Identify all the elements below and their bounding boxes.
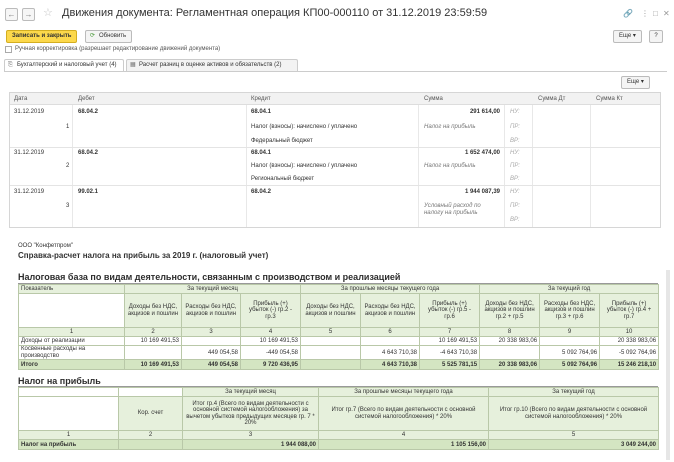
row-debit: 68.04.2: [78, 109, 99, 115]
menu-icon[interactable]: ⋮: [641, 9, 649, 18]
total-value: 9 720 436,95: [241, 360, 301, 370]
panel-more-button[interactable]: Еще ▾: [621, 76, 650, 89]
total-value: 10 169 491,53: [125, 360, 182, 370]
section-income-tax-title: Налог на прибыль: [18, 376, 101, 386]
row-debit: 99.02.1: [78, 189, 99, 195]
column-number: 4: [241, 328, 301, 337]
column-number: 7: [420, 328, 480, 337]
header-current-year: За текущий год: [489, 388, 659, 397]
header-year-tax: Итог гр.10 (Всего по видам деятельности с основной системой налогообложения) * 20%: [489, 397, 659, 431]
total-row: [19, 440, 659, 450]
row-credit: 68.04.2: [251, 189, 272, 195]
favorite-star-icon[interactable]: ☆: [43, 7, 53, 19]
header-amount-dt: Сумма Дт: [538, 96, 566, 102]
header-empty: [19, 388, 119, 397]
income-tax-table: [18, 387, 659, 450]
cell-value: 20 338 983,06: [600, 337, 659, 346]
total-value: [301, 360, 361, 370]
total-value: 5 525 781,15: [420, 360, 480, 370]
tab-accounting[interactable]: [4, 59, 124, 71]
table-icon: ▦: [130, 62, 136, 68]
header-amount: Сумма: [424, 96, 443, 102]
row-number: 1: [66, 124, 70, 130]
total-value: 15 246 218,10: [600, 360, 659, 370]
column-number: 4: [319, 431, 489, 440]
header-profit: Прибыль (+) убыток (-) гр.2 - гр.3: [241, 294, 301, 328]
total-label: Налог на прибыль: [19, 440, 119, 450]
column-number: 1: [19, 431, 119, 440]
cell-value: 449 054,58: [182, 346, 241, 360]
row-credit: 68.04.1: [251, 109, 272, 115]
row-amount: 1 652 474,00: [464, 150, 500, 156]
total-value: 5 092 764,96: [540, 360, 600, 370]
header-profit: Прибыль (+) убыток (-) гр.4 + гр.7: [600, 294, 659, 328]
header-current-month: За текущий месяц: [125, 285, 301, 294]
header-credit: Кредит: [251, 96, 271, 102]
more-button[interactable]: Еще ▾: [613, 30, 642, 43]
row-vr: ВР:: [510, 217, 520, 223]
row-credit: 68.04.1: [251, 150, 272, 156]
row-credit-subconto: Налог (взносы): начислено / уплачено: [251, 124, 358, 130]
total-value: 1 944 088,00: [183, 440, 319, 450]
header-empty: [19, 397, 119, 431]
row-amount: 1 944 087,39: [464, 189, 500, 195]
report-title: Справка-расчет налога на прибыль за 2019 г. (налоговый учет): [18, 251, 269, 260]
cell-value: [301, 346, 361, 360]
column-number: 3: [183, 431, 319, 440]
cell-value: -449 054,58: [241, 346, 301, 360]
column-divider: [418, 105, 419, 228]
tax-base-table: [18, 284, 659, 370]
save-close-button[interactable]: Записать и закрыть: [6, 30, 77, 43]
cell-value: [301, 337, 361, 346]
header-expenses: Расходы без НДС, акцизов и пошлин гр.3 + гр.6: [540, 294, 600, 328]
row-nu: НУ:: [510, 189, 520, 195]
row-date: 31.12.2019: [14, 109, 45, 115]
row-divider: [10, 147, 660, 148]
tab-differences-label: Расчет разниц в оценке активов и обязательств (2): [139, 62, 282, 68]
header-empty: [19, 294, 125, 328]
cell-value: 10 169 491,53: [420, 337, 480, 346]
refresh-label: Обновить: [99, 33, 127, 39]
forward-button[interactable]: →: [22, 8, 35, 21]
header-current-year: За текущий год: [480, 285, 659, 294]
column-divider: [72, 105, 73, 228]
row-content: Условный расход по налогу на прибыль: [424, 203, 481, 216]
header-income: Доходы без НДС, акцизов и пошлин: [125, 294, 182, 328]
header-current-month: За текущий месяц: [183, 388, 319, 397]
cell-value: -4 643 710,38: [420, 346, 480, 360]
header-profit: Прибыль (+) убыток (-) гр.5 - гр.6: [420, 294, 480, 328]
column-number: 3: [182, 328, 241, 337]
help-button[interactable]: ?: [649, 30, 663, 43]
row-date: 31.12.2019: [14, 150, 45, 156]
table-row: [19, 346, 659, 360]
cell-value: 5 092 764,96: [540, 346, 600, 360]
cell-value: [540, 337, 600, 346]
cell-value: 10 169 491,53: [241, 337, 301, 346]
header-expenses: Расходы без НДС, акцизов и пошлин: [361, 294, 420, 328]
section-tax-base-title: Налоговая база по видам деятельности, связанным с производством и реализацией: [18, 272, 401, 282]
link-icon[interactable]: 🔗: [623, 9, 633, 18]
report-scrollbar[interactable]: [666, 270, 670, 460]
refresh-button[interactable]: [85, 30, 132, 43]
back-button[interactable]: ←: [5, 8, 18, 21]
tab-accounting-label: Бухгалтерский и налоговый учет (4): [17, 62, 117, 68]
header-income: Доходы без НДС, акцизов и пошлин гр.2 + гр.5: [480, 294, 540, 328]
maximize-icon[interactable]: □: [653, 9, 658, 18]
ledger-icon: ⎘: [8, 62, 13, 68]
column-number: 10: [600, 328, 659, 337]
header-income: Доходы без НДС, акцизов и пошлин: [301, 294, 361, 328]
row-amount: 291 614,00: [469, 109, 500, 115]
row-divider: [10, 185, 660, 186]
row-pr: ПР:: [510, 203, 520, 209]
total-value: 3 049 244,00: [489, 440, 659, 450]
cell-value: 20 338 983,06: [480, 337, 540, 346]
header-debit: Дебет: [78, 96, 95, 102]
row-vr: ВР:: [510, 176, 520, 182]
row-date: 31.12.2019: [14, 189, 45, 195]
total-value: [119, 440, 183, 450]
header-empty: [119, 388, 183, 397]
cell-value: 10 169 491,53: [125, 337, 182, 346]
header-month-tax: Итог гр.4 (Всего по видам деятельности с основной системой налогообложения) за вычетом убытков предыдущих месяцев гр. 7 * 20%: [183, 397, 319, 431]
total-value: 20 338 983,06: [480, 360, 540, 370]
column-number: 5: [489, 431, 659, 440]
row-number: 3: [66, 203, 70, 209]
column-number: 6: [361, 328, 420, 337]
row-vr: ВР:: [510, 138, 520, 144]
close-icon[interactable]: ✕: [663, 9, 670, 18]
total-label: Итого: [19, 360, 125, 370]
manual-adjust-label: Ручная корректировка (разрешает редактирование движений документа): [15, 46, 221, 52]
row-pr: ПР:: [510, 163, 520, 169]
manual-adjust-checkbox[interactable]: [5, 46, 12, 53]
row-credit-subconto: Налог (взносы): начислено / уплачено: [251, 163, 358, 169]
header-amount-kt: Сумма Кт: [596, 96, 623, 102]
column-divider: [532, 105, 533, 228]
column-divider: [590, 105, 591, 228]
total-value: 449 054,58: [182, 360, 241, 370]
column-number: 9: [540, 328, 600, 337]
row-nu: НУ:: [510, 109, 520, 115]
column-divider: [246, 105, 247, 228]
column-number: 5: [301, 328, 361, 337]
header-previous-months: За прошлые месяцы текущего года: [319, 388, 489, 397]
cell-value: [182, 337, 241, 346]
column-number: 2: [119, 431, 183, 440]
tab-differences[interactable]: [126, 59, 298, 71]
cell-value: [361, 337, 420, 346]
column-number: 1: [19, 328, 125, 337]
row-number: 2: [66, 163, 70, 169]
row-label: Доходы от реализации: [19, 337, 125, 346]
column-number: 8: [480, 328, 540, 337]
header-indicator: Показатель: [19, 285, 125, 294]
header-previous-months: За прошлые месяцы текущего года: [301, 285, 480, 294]
cell-value: [125, 346, 182, 360]
movements-grid[interactable]: [9, 92, 661, 228]
window-title: Движения документа: Регламентная операция КП00-000110 от 31.12.2019 23:59:59: [62, 7, 488, 19]
row-pr: ПР:: [510, 124, 520, 130]
organization-name: ООО "Конфетпром": [18, 243, 73, 249]
cell-value: 4 643 710,38: [361, 346, 420, 360]
row-nu: НУ:: [510, 150, 520, 156]
refresh-icon: ⟳: [90, 33, 96, 39]
grid-header: [10, 93, 660, 105]
header-previous-tax: Итог гр.7 (Всего по видам деятельности с основной системой налогообложения) * 20%: [319, 397, 489, 431]
row-label: Косвенные расходы на производство: [19, 346, 125, 360]
column-divider: [504, 105, 505, 228]
header-account: Кор. счет: [119, 397, 183, 431]
tax-report: [0, 240, 674, 462]
row-content: Налог на прибыль: [424, 124, 476, 130]
row-content: Налог на прибыль: [424, 163, 476, 169]
total-value: 1 105 156,00: [319, 440, 489, 450]
header-expenses: Расходы без НДС, акцизов и пошлин: [182, 294, 241, 328]
cell-value: -5 092 764,96: [600, 346, 659, 360]
row-credit-subconto: Региональный бюджет: [251, 176, 315, 182]
row-credit-subconto: Федеральный бюджет: [251, 138, 313, 144]
cell-value: [480, 346, 540, 360]
total-row: [19, 360, 659, 370]
total-value: 4 643 710,38: [361, 360, 420, 370]
row-debit: 68.04.2: [78, 150, 99, 156]
table-row: [19, 337, 659, 346]
column-number: 2: [125, 328, 182, 337]
header-date: Дата: [14, 96, 28, 102]
